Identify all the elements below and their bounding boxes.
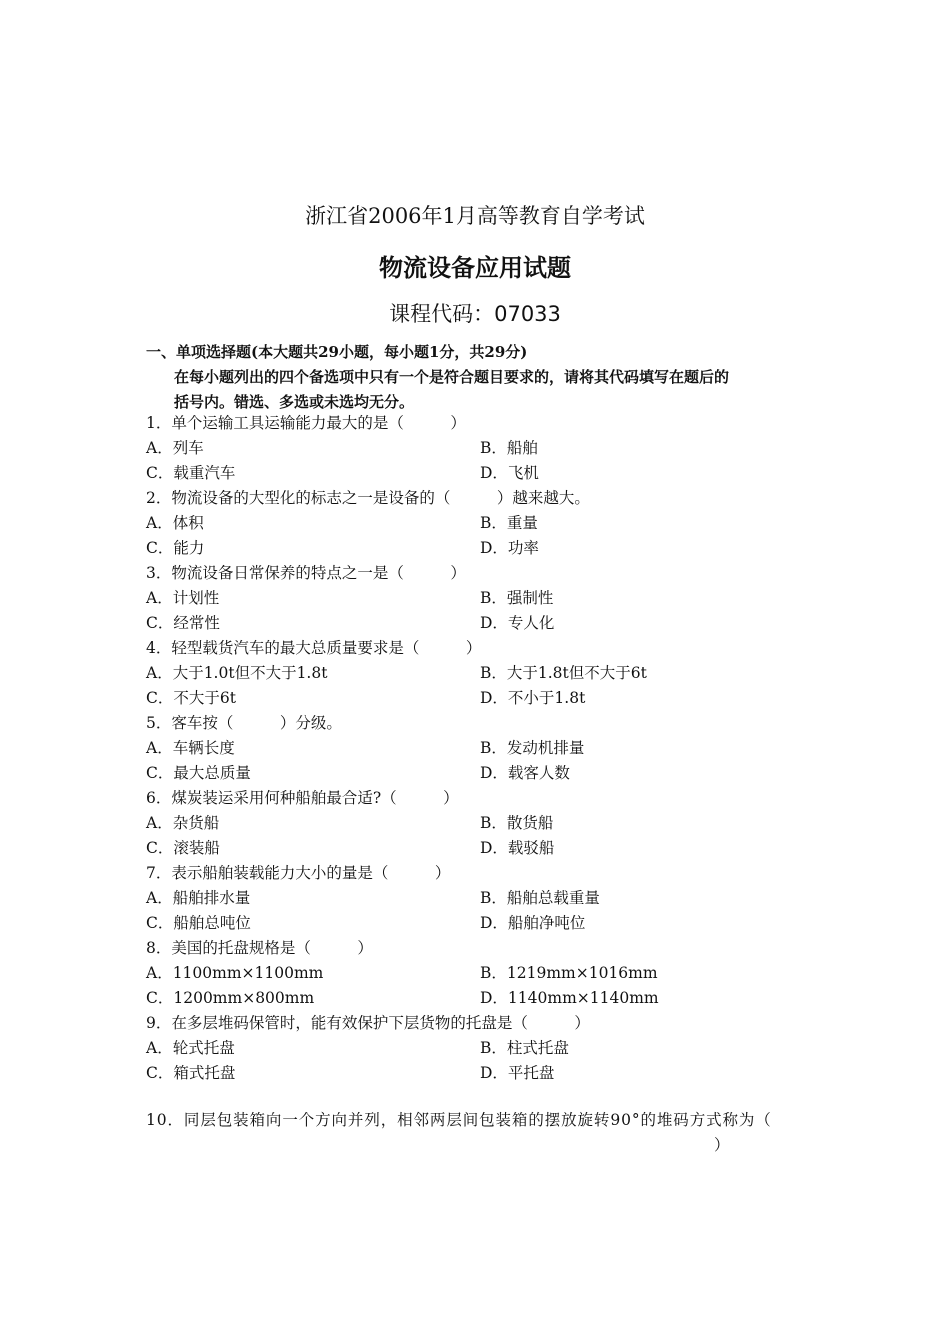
option-b: B．重量 — [480, 514, 538, 532]
option-row — [146, 536, 826, 561]
option-row — [146, 886, 826, 911]
option-c: C．滚装船 — [146, 839, 220, 857]
option-row — [146, 611, 826, 636]
option-a: A．体积 — [146, 514, 204, 532]
question — [146, 411, 826, 486]
question-stem: 8．美国的托盘规格是（ ） — [146, 939, 373, 957]
option-b: B．大于1.8t但不大于6t — [480, 664, 647, 682]
question — [146, 561, 826, 636]
option-b: B．柱式托盘 — [480, 1039, 569, 1057]
option-d: D．专人化 — [480, 614, 555, 632]
option-row — [146, 461, 826, 486]
option-row — [146, 986, 826, 1011]
option-a: A．1100mm×1100mm — [146, 964, 324, 982]
option-c: C．箱式托盘 — [146, 1064, 236, 1082]
option-c: C．船舶总吨位 — [146, 914, 251, 932]
question — [146, 486, 826, 561]
option-row — [146, 686, 826, 711]
question-10-stem: 10．同层包装箱向一个方向并列，相邻两层间包装箱的摆放旋转90°的堆码方式称为（ — [146, 1111, 772, 1129]
option-row — [146, 511, 826, 536]
question-stem: 9．在多层堆码保管时，能有效保护下层货物的托盘是（ ） — [146, 1014, 590, 1032]
option-b: B．1219mm×1016mm — [480, 964, 658, 982]
section-heading: 一、单项选择题(本大题共29小题，每小题1分，共29分) — [146, 343, 528, 361]
section-instruction-line1: 在每小题列出的四个备选项中只有一个是符合题目要求的，请将其代码填写在题后的 — [174, 368, 730, 386]
question-stem: 2．物流设备的大型化的标志之一是设备的（ ）越来越大。 — [146, 489, 590, 507]
option-row — [146, 836, 826, 861]
question-stem: 7．表示船舶装载能力大小的量是（ ） — [146, 864, 451, 882]
question — [146, 861, 826, 936]
option-row — [146, 1061, 826, 1086]
option-a: A．计划性 — [146, 589, 220, 607]
option-row — [146, 911, 826, 936]
option-d: D．载客人数 — [480, 764, 570, 782]
option-d: D．载驳船 — [480, 839, 555, 857]
option-a: A．船舶排水量 — [146, 889, 251, 907]
option-a: A．轮式托盘 — [146, 1039, 235, 1057]
question — [146, 711, 826, 786]
option-row — [146, 436, 826, 461]
option-c: C．1200mm×800mm — [146, 989, 315, 1007]
subject-title: 物流设备应用试题 — [379, 254, 571, 282]
question-list — [146, 411, 826, 1086]
question — [146, 936, 826, 1011]
option-row — [146, 1036, 826, 1061]
question — [146, 1011, 826, 1086]
option-a: A．大于1.0t但不大于1.8t — [146, 664, 328, 682]
option-b: B．发动机排量 — [480, 739, 585, 757]
option-a: A．列车 — [146, 439, 204, 457]
option-c: C．能力 — [146, 539, 205, 557]
option-a: A．杂货船 — [146, 814, 220, 832]
option-d: D．船舶净吨位 — [480, 914, 586, 932]
question-stem: 1．单个运输工具运输能力最大的是（ ） — [146, 414, 466, 432]
question-stem: 3．物流设备日常保养的特点之一是（ ） — [146, 564, 466, 582]
option-d: D．平托盘 — [480, 1064, 555, 1082]
exam-title: 浙江省2006年1月高等教育自学考试 — [305, 204, 645, 228]
option-row — [146, 961, 826, 986]
question — [146, 786, 826, 861]
option-b: B．强制性 — [480, 589, 554, 607]
option-row — [146, 811, 826, 836]
question-stem: 4．轻型载货汽车的最大总质量要求是（ ） — [146, 639, 482, 657]
option-d: D．不小于1.8t — [480, 689, 586, 707]
option-row — [146, 586, 826, 611]
option-row — [146, 661, 826, 686]
course-code: 课程代码：07033 — [389, 302, 561, 326]
option-d: D．1140mm×1140mm — [480, 989, 659, 1007]
option-d: D．飞机 — [480, 464, 539, 482]
option-row — [146, 761, 826, 786]
option-b: B．船舶 — [480, 439, 538, 457]
option-c: C．载重汽车 — [146, 464, 236, 482]
option-b: B．散货船 — [480, 814, 554, 832]
section-header — [146, 340, 826, 415]
option-a: A．车辆长度 — [146, 739, 235, 757]
question-stem: 6．煤炭装运采用何种船舶最合适?（ ） — [146, 789, 459, 807]
section-instruction-line2: 括号内。错选、多选或未选均无分。 — [174, 393, 415, 411]
question — [146, 636, 826, 711]
option-c: C．经常性 — [146, 614, 220, 632]
option-b: B．船舶总载重量 — [480, 889, 600, 907]
option-row — [146, 736, 826, 761]
option-c: C．最大总质量 — [146, 764, 251, 782]
option-c: C．不大于6t — [146, 689, 236, 707]
question-stem: 5．客车按（ ）分级。 — [146, 714, 342, 732]
option-d: D．功率 — [480, 539, 539, 557]
question-10-paren-close: ） — [714, 1136, 730, 1154]
